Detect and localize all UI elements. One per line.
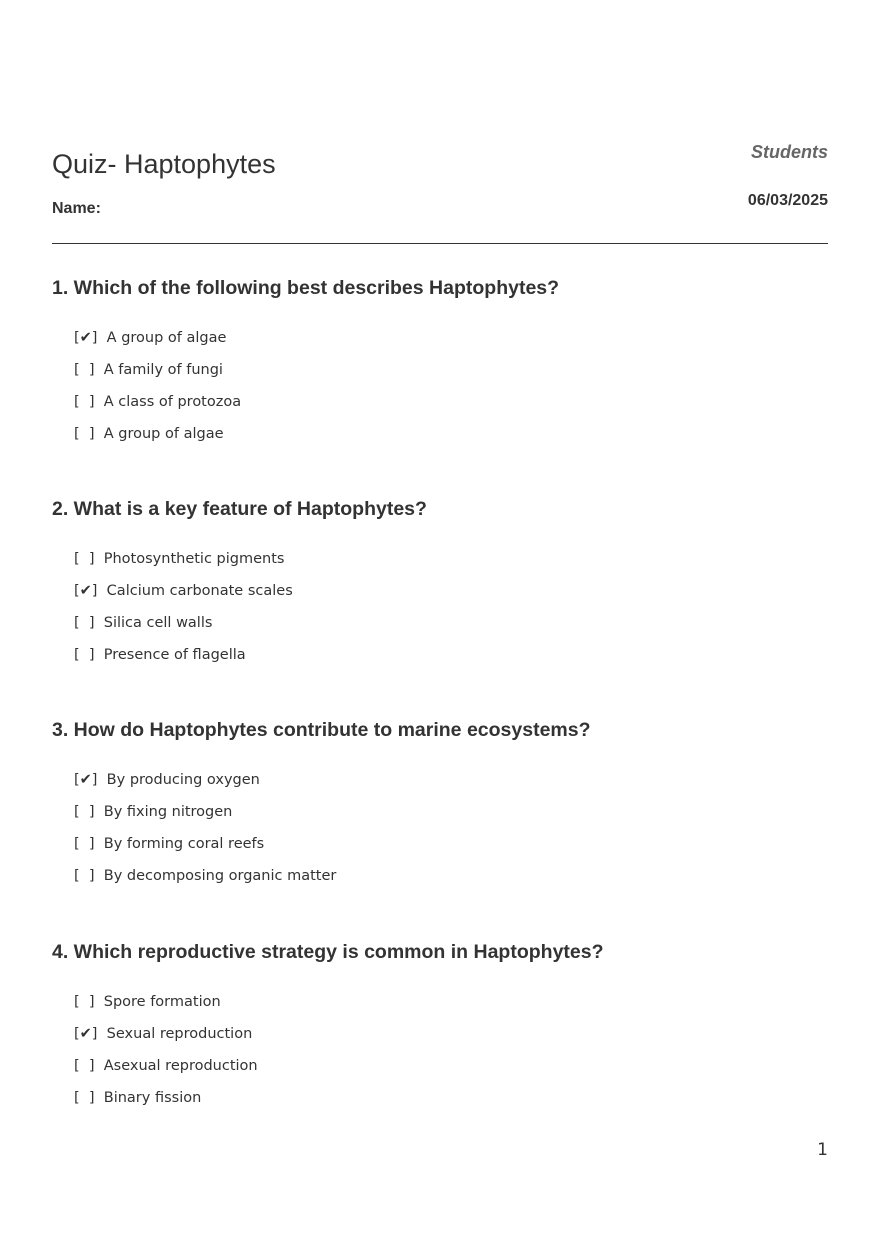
answer-options	[74, 548, 293, 676]
question-3	[52, 718, 828, 884]
quiz-date: 06/03/2025	[747, 192, 828, 209]
answer-option: [✔] A group of algae	[74, 330, 227, 346]
page-number: 1	[817, 1140, 828, 1160]
answer-option: [ ] Asexual reproduction	[74, 1058, 258, 1074]
question-1	[52, 276, 828, 442]
answer-option: [ ] Silica cell walls	[74, 615, 213, 631]
answer-options	[74, 327, 241, 455]
answer-option: [ ] Presence of flagella	[74, 647, 246, 663]
name-label: Name:	[52, 200, 101, 217]
header-divider	[52, 243, 828, 244]
answer-option: [✔] Sexual reproduction	[74, 1026, 253, 1042]
answer-options	[74, 769, 336, 897]
page-title: Quiz- Haptophytes	[52, 149, 276, 180]
answer-option: [ ] A group of algae	[74, 426, 224, 442]
answer-option: [ ] By decomposing organic matter	[74, 868, 337, 884]
answer-option: [ ] Spore formation	[74, 994, 221, 1010]
question-text: 4. Which reproductive strategy is common in Haptophytes?	[52, 941, 604, 963]
answer-option: [✔] Calcium carbonate scales	[74, 583, 293, 599]
answer-options	[74, 991, 258, 1119]
answer-option: [ ] A class of protozoa	[74, 394, 242, 410]
answer-option: [✔] By producing oxygen	[74, 772, 260, 788]
question-2	[52, 497, 828, 663]
answer-option: [ ] By forming coral reefs	[74, 836, 265, 852]
question-4	[52, 940, 828, 1106]
question-text: 1. Which of the following best describes Haptophytes?	[52, 277, 560, 299]
question-text: 2. What is a key feature of Haptophytes?	[52, 498, 427, 520]
answer-option: [ ] By fixing nitrogen	[74, 804, 233, 820]
answer-option: [ ] Binary fission	[74, 1090, 202, 1106]
answer-option: [ ] A family of fungi	[74, 362, 223, 378]
question-text: 3. How do Haptophytes contribute to marine ecosystems?	[52, 719, 591, 741]
answer-option: [ ] Photosynthetic pigments	[74, 551, 285, 567]
audience-label: Students	[750, 142, 828, 162]
